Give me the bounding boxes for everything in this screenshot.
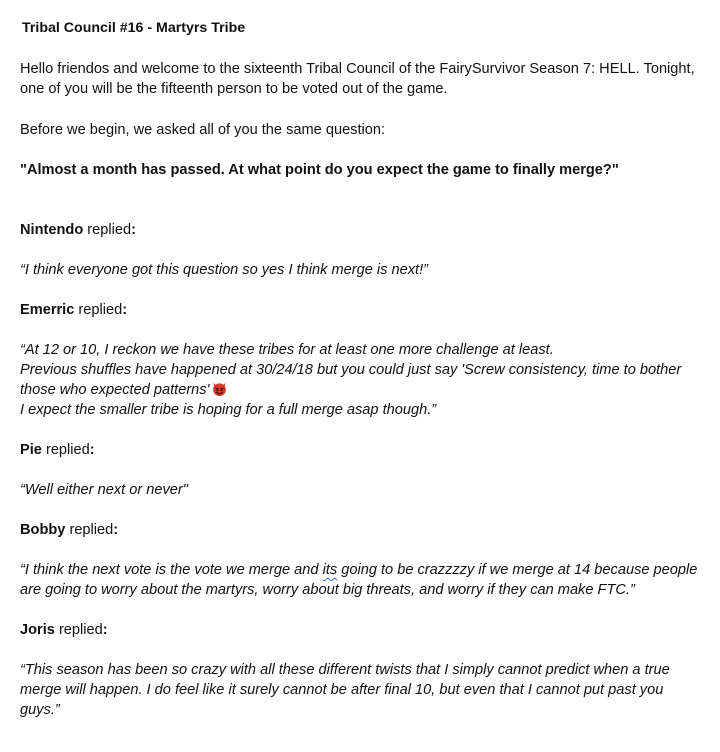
speaker-verb: replied (54, 622, 103, 638)
spellcheck-marked-word[interactable]: its (322, 562, 338, 578)
response-quote (20, 560, 700, 600)
speaker-verb: replied (65, 522, 114, 538)
speaker-verb: replied (83, 222, 132, 238)
speaker-verb: replied (41, 442, 90, 458)
speaker-colon: : (131, 222, 136, 238)
speaker-name: Nintendo (20, 222, 84, 238)
response-quote: “I think everyone got this question so yes I think merge is next!” (20, 262, 429, 278)
response-quote: “Well either next or never" (20, 482, 188, 498)
question-text: "Almost a month has passed. At what point do you expect the game to finally merge?" (20, 162, 619, 178)
speaker-name: Pie (20, 442, 42, 458)
quote-line: “At 12 or 10, I reckon we have these tribes for at least one more challenge at least. (20, 342, 554, 358)
speaker-colon: : (113, 522, 119, 538)
response-speaker (20, 520, 700, 540)
quote-line (20, 360, 700, 400)
quote-text: going to be crazzzzy if we merge at 14 because people are going to worry about the martyrs, worry about big threats, and worry if they can make FTC.” (20, 562, 698, 598)
response-speaker (20, 620, 700, 640)
question-lead: Before we begin, we asked all of you the same question: (20, 122, 386, 138)
quote-line: I expect the smaller tribe is hoping for a full merge asap though.” (20, 402, 437, 418)
speaker-verb: replied (74, 302, 123, 318)
response-speaker (20, 300, 700, 320)
response-speaker (20, 440, 700, 460)
speaker-colon: : (122, 302, 128, 318)
devil-icon (211, 380, 228, 397)
page-title: Tribal Council #16 - Martyrs Tribe (22, 20, 246, 36)
quote-text: “I think the next vote is the vote we merge and (20, 562, 323, 578)
response-quote (20, 340, 700, 420)
response-quote: “This season has been so crazy with all these different twists that I simply cannot predict when a true merge will happen. I do feel like it surely cannot be after final 10, but even that I cannot put past you guys.” (20, 662, 670, 718)
response-speaker (20, 220, 700, 240)
speaker-name: Joris (20, 622, 55, 638)
intro-paragraph: Hello friendos and welcome to the sixteenth Tribal Council of the FairySurvivor Season 7: HELL. Tonight, one of you will be the fifteenth person to be voted out of the game. (20, 61, 695, 97)
speaker-colon: : (89, 442, 95, 458)
quote-line-text: Previous shuffles have happened at 30/24/18 but you could just say 'Screw consistency, time to bother those who expected patterns' (20, 362, 682, 398)
speaker-name: Bobby (20, 522, 66, 538)
speaker-colon: : (102, 622, 108, 638)
speaker-name: Emerric (20, 302, 75, 318)
